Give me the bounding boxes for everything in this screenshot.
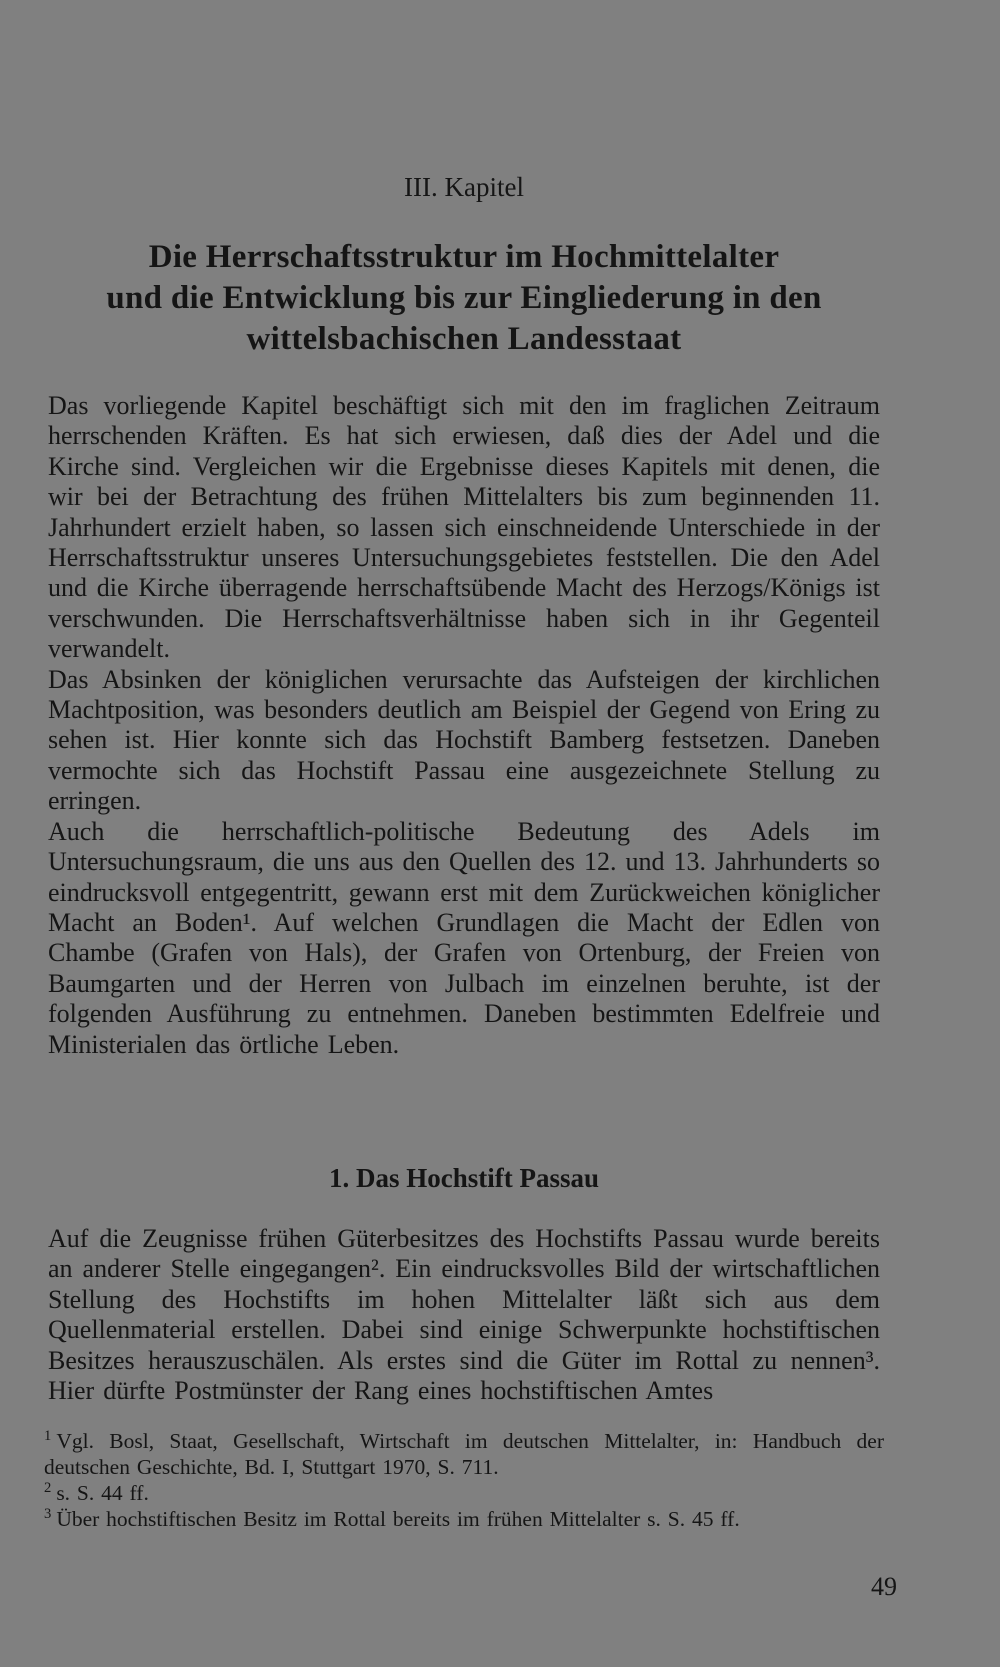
body-paragraph: Das Absinken der königlichen verursachte das Aufsteigen der kirchlichen Machtposition, was besonders deutlich am Beispiel der Gegend von Ering zu sehen ist. Hier konnte sich das Hochstift Bamberg festsetzen. Daneben vermochte sich das Hochstift Passau eine ausgezeichnete Stellung zu erringen. — [48, 664, 880, 816]
footnote: $^2$ s. S. 44 ff. — [44, 1479, 149, 1505]
footnote-marker: 3 — [44, 1505, 52, 1522]
intro-paragraphs — [48, 391, 880, 1060]
chapter-kicker: III. Kapitel — [404, 172, 524, 202]
footnote: $^1$ Vgl. Bosl, Staat, Gesellschaft, Wirtschaft im deutschen Mittelalter, in: Handbuch der deutschen Geschichte, Bd. I, Stuttgart 1970, S. 711. — [44, 1427, 884, 1479]
section-heading: 1. Das Hochstift Passau — [328, 1162, 599, 1193]
footnote-marker: 1 — [44, 1427, 52, 1444]
page-content — [48, 0, 880, 1406]
footnotes — [44, 1428, 884, 1532]
footnote: $^3$ Über hochstiftischen Besitz im Rottal bereits im frühen Mittelalter s. S. 45 ff. — [44, 1505, 740, 1531]
body-paragraph: Auch die herrschaftlich-politische Bedeutung des Adels im Untersuchungsraum, die uns aus den Quellen des 12. und 13. Jahrhunderts so eindrucksvoll entgegentritt, gewann erst mit dem Zurückweichen königlicher Macht an Boden¹. Auf welchen Grundlagen die Macht der Edlen von Chambe (Grafen von Hals), der Grafen von Ortenburg, der Freien von Baumgarten und der Herren von Julbach im einzelnen beruhte, ist der folgenden Ausführung zu entnehmen. Daneben bestimmten Edelfreie und Ministerialen das örtliche Leben. — [48, 816, 880, 1059]
chapter-title-line-2: und die Entwicklung bis zur Eingliederung in den — [106, 280, 822, 316]
chapter-title-line-1: Die Herrschaftsstruktur im Hochmittelalter — [148, 239, 780, 275]
page-number: 49 — [871, 1572, 897, 1601]
footnote-marker: 2 — [44, 1479, 52, 1496]
chapter-title — [48, 237, 880, 360]
chapter-title-line-3: wittelsbachischen Landesstaat — [246, 321, 682, 357]
body-paragraph: Das vorliegende Kapitel beschäftigt sich mit den im fraglichen Zeitraum herrschenden Kräften. Es hat sich erwiesen, daß dies der Adel und die Kirche sind. Vergleichen wir die Ergebnisse dieses Kapitels mit denen, die wir bei der Betrachtung des frühen Mittelalters bis zum beginnenden 11. Jahrhundert erzielt haben, so lassen sich einschneidende Unterschiede in der Herrschaftsstruktur unseres Untersuchungsgebietes feststellen. Die den Adel und die Kirche überragende herrschaftsübende Macht des Herzogs/Königs ist verschwunden. Die Herrschaftsverhältnisse haben sich in ihr Gegenteil verwandelt. — [48, 391, 880, 664]
section-paragraphs — [48, 1224, 880, 1406]
body-paragraph: Auf die Zeugnisse frühen Güterbesitzes des Hochstifts Passau wurde bereits an anderer Stelle eingegangen². Ein eindrucksvolles Bild der wirtschaftlichen Stellung des Hochstifts im hohen Mittelalter läßt sich aus dem Quellenmaterial erstellen. Dabei sind einige Schwerpunkte hochstiftischen Besitzes herauszuschälen. Als erstes sind die Güter im Rottal zu nennen³. Hier dürfte Postmünster der Rang eines hochstiftischen Amtes — [48, 1223, 880, 1405]
